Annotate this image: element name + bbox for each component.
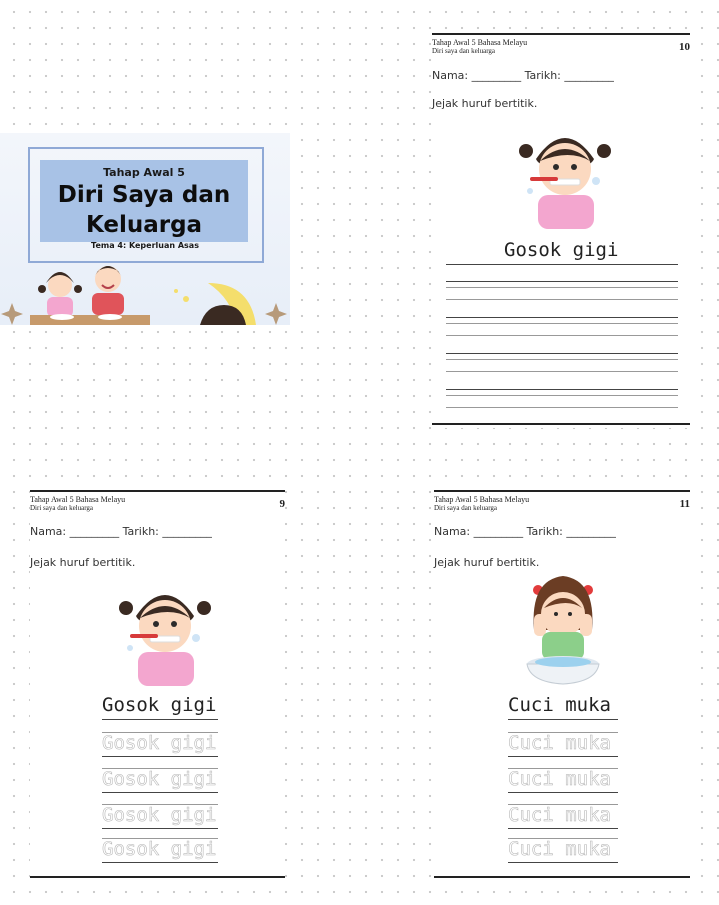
page-footer-line [30, 876, 285, 878]
writing-line [446, 281, 678, 282]
trace-word: Cuci muka [508, 838, 611, 860]
writing-line [446, 389, 678, 390]
page-number: 9 [279, 498, 285, 510]
trace-word-title: Gosok gigi [102, 694, 217, 716]
trace-word: Gosok gigi [102, 768, 217, 790]
instruction: Jejak huruf bertitik. [432, 97, 538, 110]
word-underline [446, 264, 678, 265]
writing-line [446, 353, 678, 354]
trace-word-title: Gosok gigi [504, 239, 619, 261]
page-number: 11 [679, 498, 690, 510]
trace-baseline [102, 792, 218, 793]
cover-illustration [0, 133, 290, 325]
writing-line [446, 395, 678, 396]
page-number: 10 [679, 41, 690, 53]
word-underline [102, 719, 218, 720]
trace-baseline [102, 756, 218, 757]
name-date-line: Nama: _________ Tarikh: _________ [434, 525, 616, 538]
page-footer-line [434, 876, 690, 878]
worksheet-page-11[interactable] [434, 490, 690, 882]
trace-baseline [102, 828, 218, 829]
header-line1: Tahap Awal 5 Bahasa Melayu [432, 38, 528, 47]
header-line1: Tahap Awal 5 Bahasa Melayu [30, 495, 126, 504]
writing-line [446, 299, 678, 300]
instruction: Jejak huruf bertitik. [434, 556, 540, 569]
header-line2: Diri saya dan keluarga [434, 504, 498, 512]
writing-line [446, 371, 678, 372]
trace-baseline [508, 756, 618, 757]
trace-baseline [508, 792, 618, 793]
trace-word-title: Cuci muka [508, 694, 611, 716]
trace-word: Gosok gigi [102, 732, 217, 754]
cover-title-line2: Keluarga [85, 212, 203, 238]
worksheet-page-10[interactable] [432, 33, 690, 428]
cover-thumbnail[interactable] [0, 133, 290, 325]
trace-baseline [508, 862, 618, 863]
page-footer-line [432, 423, 690, 425]
word-underline [508, 719, 618, 720]
instruction: Jejak huruf bertitik. [30, 556, 136, 569]
worksheet-page-9[interactable] [30, 490, 285, 882]
page-header [434, 490, 690, 512]
trace-baseline [508, 828, 618, 829]
trace-baseline [102, 862, 218, 863]
trace-word: Gosok gigi [102, 804, 217, 826]
cover-tema: Tema 4: Keperluan Asas [91, 241, 199, 250]
writing-line [446, 287, 678, 288]
writing-line [446, 407, 678, 408]
trace-word: Cuci muka [508, 804, 611, 826]
girl-brushing-teeth-illustration [510, 119, 620, 229]
girl-brushing-teeth-illustration [110, 576, 220, 686]
cover-top-label: Tahap Awal 5 [103, 166, 185, 179]
header-line1: Tahap Awal 5 Bahasa Melayu [434, 495, 530, 504]
header-line2: Diri saya dan keluarga [432, 47, 496, 55]
writing-line [446, 359, 678, 360]
name-date-line: Nama: _________ Tarikh: _________ [432, 69, 614, 82]
page-header [432, 33, 690, 55]
writing-line [446, 335, 678, 336]
girl-washing-face-illustration [508, 570, 618, 690]
trace-word: Gosok gigi [102, 838, 217, 860]
trace-word: Cuci muka [508, 732, 611, 754]
writing-line [446, 317, 678, 318]
writing-line [446, 323, 678, 324]
page-header [30, 490, 285, 512]
cover-title-line1: Diri Saya dan [57, 182, 231, 208]
trace-word: Cuci muka [508, 768, 611, 790]
name-date-line: Nama: _________ Tarikh: _________ [30, 525, 212, 538]
header-line2: Diri saya dan keluarga [30, 504, 94, 512]
